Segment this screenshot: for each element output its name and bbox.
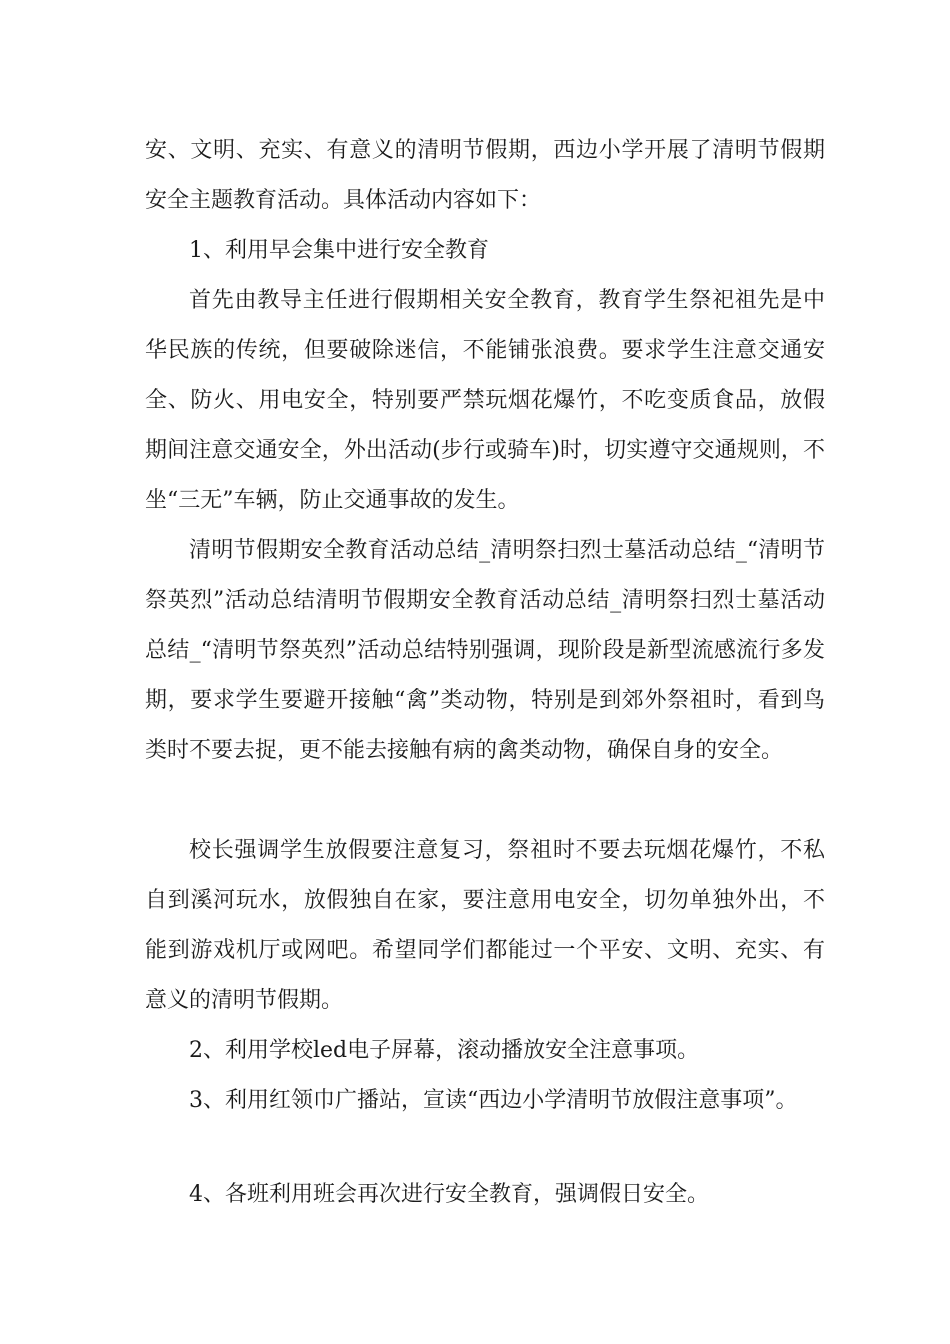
list-item-2: 2、利用学校led电子屏幕，滚动播放安全注意事项。 bbox=[189, 1038, 700, 1063]
list-item-4: 4、各班利用班会再次进行安全教育，强调假日安全。 bbox=[189, 1182, 709, 1207]
paragraph-intro: 安、文明、充实、有意义的清明节假期，西边小学开展了清明节假期安全主题教育活动。具体活动内容如下： bbox=[145, 138, 825, 213]
paragraph-item-1-detail: 首先由教导主任进行假期相关安全教育，教育学生祭祀祖先是中华民族的传统，但要破除迷信，不能铺张浪费。要求学生注意交通安全、防火、用电安全，特别要严禁玩烟花爆竹，不吃变质食品，放假期间注意交通安全，外出活动(步行或骑车)时，切实遵守交通规则，不坐“三无”车辆，防止交通事故的发生。 bbox=[145, 288, 825, 513]
heading-item-1: 1、利用早会集中进行安全教育 bbox=[189, 238, 489, 263]
paragraph-principal: 校长强调学生放假要注意复习，祭祖时不要去玩烟花爆竹，不私自到溪河玩水，放假独自在家，要注意用电安全，切勿单独外出，不能到游戏机厅或网吧。希望同学们都能过一个平安、文明、充实、有意义的清明节假期。 bbox=[145, 838, 825, 1013]
list-item-3: 3、利用红领巾广播站，宣读“西边小学清明节放假注意事项”。 bbox=[189, 1088, 798, 1113]
paragraph-summary-emphasis: 清明节假期安全教育活动总结_清明祭扫烈士墓活动总结_“清明节祭英烈”活动总结清明节假期安全教育活动总结_清明祭扫烈士墓活动总结_“清明节祭英烈”活动总结特别强调，现阶段是新型流感流行多发期，要求学生要避开接触“禽”类动物，特别是到郊外祭祖时，看到鸟类时不要去捉，更不能去接触有病的禽类动物，确保自身的安全。 bbox=[145, 538, 825, 763]
